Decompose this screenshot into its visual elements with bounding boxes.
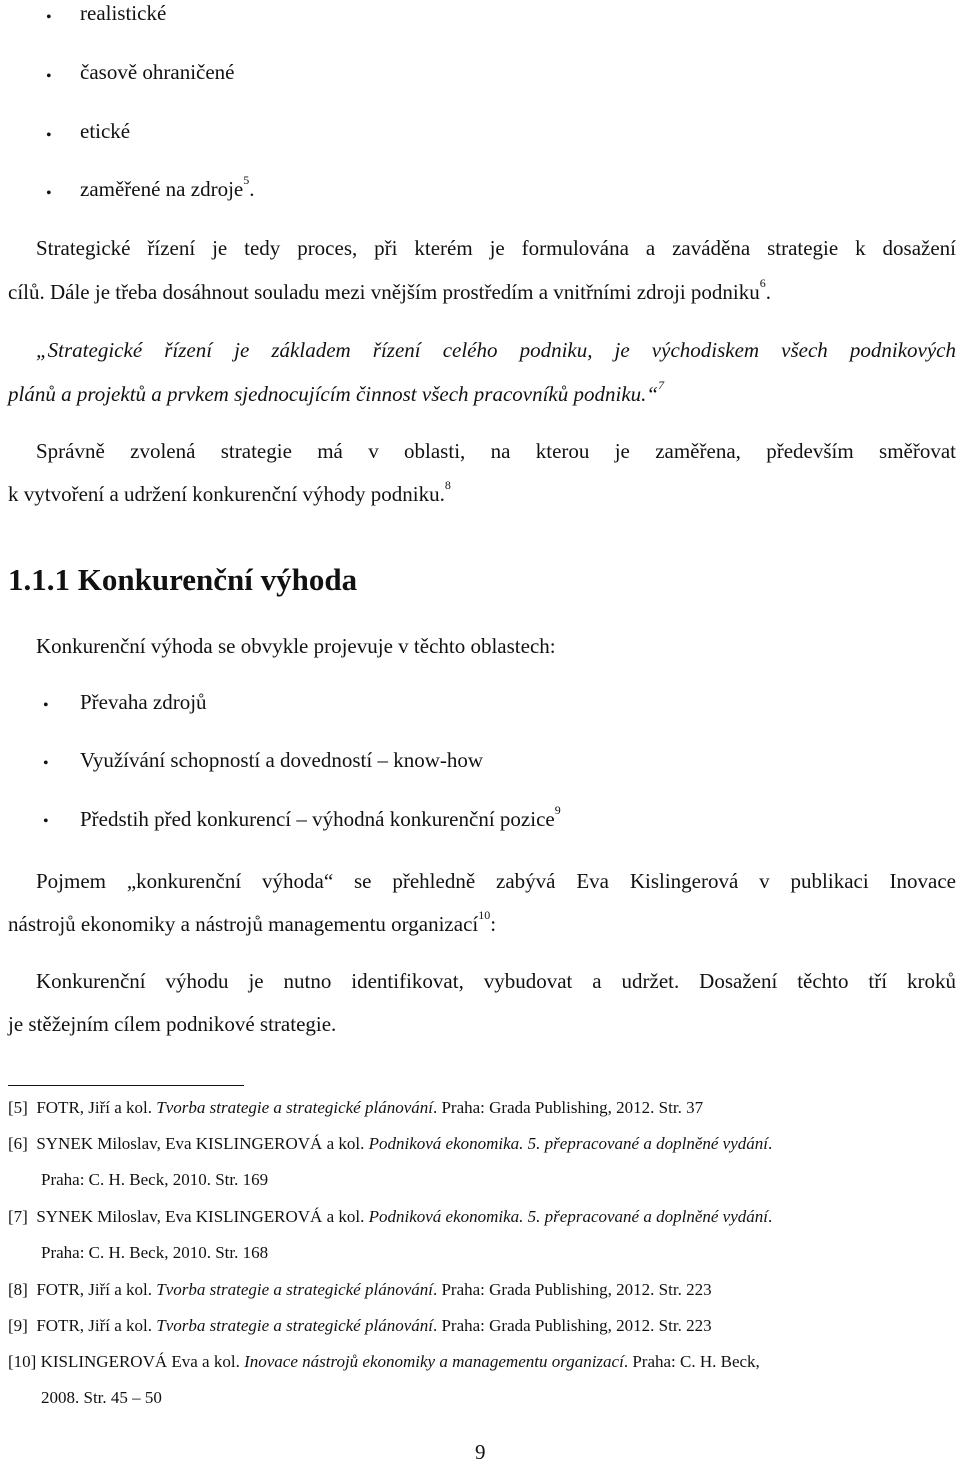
footnote-ref: 5: [243, 173, 250, 187]
list-item: časově ohraničené: [80, 60, 235, 84]
list-item: Převaha zdrojů: [80, 690, 207, 714]
paragraph-line: cílů. Dále je třeba dosáhnout souladu mezi vnějším prostředím a vnitřními zdroji podniku$^6$.: [8, 276, 772, 304]
footnote-item: [5] FOTR, Jiří a kol. Tvorba strategie a strategické plánování. Praha: Grada Publishing, 2012. Str. 37: [8, 1098, 704, 1117]
paragraph-line: Pojmem „konkurenční výhoda“ se přehledně zabývá Eva Kislingerová v publikaci Inovace: [36, 869, 956, 893]
paragraph-line: Správně zvolená strategie má v oblasti, na kterou je zaměřena, především směřovat: [36, 439, 956, 463]
section-title: Konkurenční výhoda: [77, 562, 358, 597]
footnote-item: [10] KISLINGEROVÁ Eva a kol. Inovace nástrojů ekonomiky a managementu organizací. Praha: C. H. Beck,: [8, 1352, 760, 1371]
paragraph-line: k vytvoření a udržení konkurenční výhody podniku.$^8$: [8, 478, 451, 506]
footnote-item: [7] SYNEK Miloslav, Eva KISLINGEROVÁ a kol. Podniková ekonomika. 5. přepracované a doplněné vydání.: [8, 1207, 773, 1226]
paragraph-line: Strategické řízení je tedy proces, při kterém je formulována a zaváděna strategie k dosažení: [36, 236, 956, 260]
page-number: 9: [475, 1440, 486, 1464]
footnote-ref: 9: [554, 803, 561, 817]
list-item: Předstih před konkurencí – výhodná konkurenční pozice$^9$: [80, 803, 561, 831]
paragraph-line: je stěžejním cílem podnikové strategie.: [8, 1012, 337, 1036]
bullet-icon: •: [46, 68, 52, 85]
bullet-icon: •: [46, 185, 52, 202]
footnote-item: [6] SYNEK Miloslav, Eva KISLINGEROVÁ a kol. Podniková ekonomika. 5. přepracované a doplněné vydání.: [8, 1134, 773, 1153]
list-item: zaměřené na zdroje$^5$.: [80, 173, 255, 201]
paragraph-line: nástrojů ekonomiky a nástrojů managementu organizací$^{10}$:: [8, 908, 497, 936]
footnote-item: [9] FOTR, Jiří a kol. Tvorba strategie a strategické plánování. Praha: Grada Publishing, 2012. Str. 223: [8, 1316, 712, 1335]
list-item: realistické: [80, 1, 167, 25]
section-intro: Konkurenční výhoda se obvykle projevuje v těchto oblastech:: [36, 634, 556, 658]
bullet-icon: •: [46, 127, 52, 144]
list-item: etické: [80, 119, 131, 143]
list-item: Využívání schopností a dovedností – know-how: [80, 748, 484, 772]
section-heading: [8, 562, 357, 598]
quote-line: plánů a projektů a prvkem sjednocujícím činnost všech pracovníků podniku.“$^7$: [8, 378, 665, 406]
quote-line: „Strategické řízení je základem řízení celého podniku, je východiskem všech podnikových: [36, 338, 956, 362]
footnote-item-continued: 2008. Str. 45 – 50: [41, 1388, 162, 1407]
footnote-item-continued: Praha: C. H. Beck, 2010. Str. 169: [41, 1170, 269, 1189]
footnote-item: [8] FOTR, Jiří a kol. Tvorba strategie a strategické plánování. Praha: Grada Publishing, 2012. Str. 223: [8, 1280, 712, 1299]
section-number: 1.1.1: [8, 562, 70, 597]
footnote-ref: 6: [759, 276, 766, 290]
bullet-icon: •: [43, 697, 49, 714]
footnote-ref: 7: [658, 378, 665, 392]
paragraph-line: Konkurenční výhodu je nutno identifikovat, vybudovat a udržet. Dosažení těchto tří kroků: [36, 969, 956, 993]
bullet-icon: •: [43, 755, 49, 772]
bullet-icon: •: [43, 813, 49, 830]
footnote-item-continued: Praha: C. H. Beck, 2010. Str. 168: [41, 1243, 269, 1262]
footnote-separator: [8, 1085, 244, 1086]
footnote-ref: 10: [478, 908, 491, 922]
bullet-icon: •: [46, 9, 52, 26]
footnote-ref: 8: [444, 478, 451, 492]
